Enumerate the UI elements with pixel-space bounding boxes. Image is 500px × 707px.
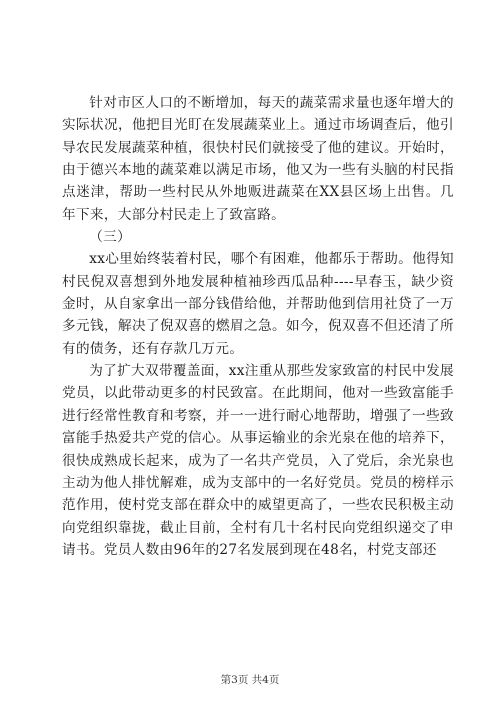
section-heading-three: （三） [89,229,132,246]
paragraph-party-members: 为了扩大双带覆盖面，xx注重从那些发家致富的村民中发展党员，以此带动更多的村民致富。在此期间，他对一些致富能手进行经常性教育和考察，并一一进行耐心地帮助，增强了一些致富能手热爱共产党的信心。从事运输业的余光泉在他的培养下，很快成熟成长起来，成为了一名共产党员，入了党后，余光泉也主动为他人排忧解难，成为支部中的一名好党员。党员的榜样示范作用，使村党支部在群众中的威望更高了，一些农民积极主动向党组织靠拢，截止目前，全村有几十名村民向党组织递交了申请书。党员人数由96年的27名发展到现在48名，村党支部还 [62,363,454,558]
document-body [62,92,454,561]
page-footer: 第3页 共4页 [220,674,280,686]
paragraph-helping-villagers: xx心里始终装着村民，哪个有困难，他都乐于帮助。他得知村民倪双喜想到外地发展种植袖珍西瓜品种----早春玉，缺少资金时，从自家拿出一部分钱借给他，并帮助他到信用社贷了一万多元钱，解决了倪双喜的燃眉之急。如今，倪双喜不但还清了所有的债务，还有存款几万元。 [62,251,454,357]
paragraph-vegetable-industry: 针对市区人口的不断增加，每天的蔬菜需求量也逐年增大的实际状况，他把目光盯在发展蔬菜业上。通过市场调查后，他引导农民发展蔬菜种植，很快村民们就接受了他的建议。开始时，由于德兴本地的蔬菜难以满足市场，他又为一些有头脑的村民指点迷津，帮助一些村民从外地贩进蔬菜在XX县区场上出售。几年下来，大部分村民走上了致富路。 [62,95,454,223]
